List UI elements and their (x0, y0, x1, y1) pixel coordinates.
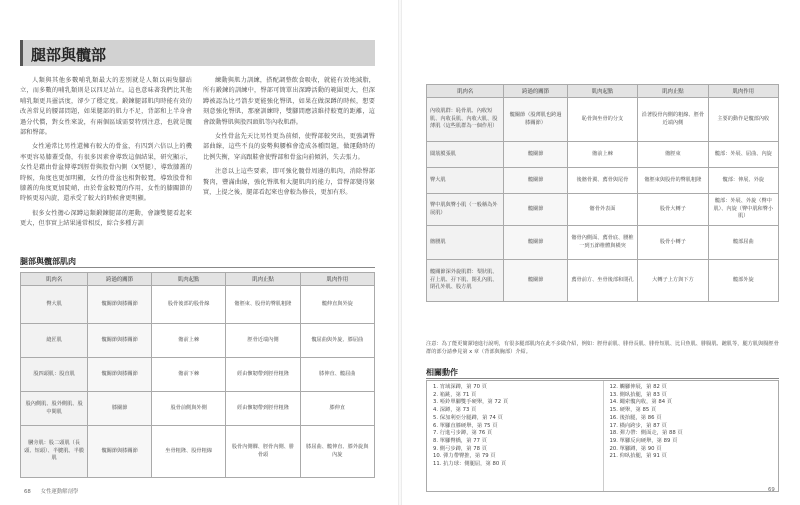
note-text: 注意：為了能更簡潔地進行說明，有很多腿部肌肉在此不多做介紹，例如：脛骨前肌、腓骨長肌、腓骨短肌、比目魚肌、腓腸肌、蹠肌等，腿方肌與腸脛骨群的部分請參見第 x 章（背部與胸部）介紹。 (426, 341, 779, 355)
table-cell: 經由髕韌帶到脛骨粗隆 (226, 392, 300, 426)
table-cell: 臀中肌與臀小肌（一般稱為外展肌） (427, 194, 504, 226)
table-header-row (21, 273, 375, 286)
table-cell: 內收肌群：恥骨肌、內收短肌、內收長肌、內收大肌、股薄肌（這些肌群為一個作用） (427, 98, 504, 142)
table-header-row (427, 85, 779, 98)
table-cell: 髖部：伸展、外旋 (708, 168, 778, 194)
table-cell: 髖關節 (504, 168, 567, 194)
table-cell: 膝屈曲、髖伸直、膝外旋與內旋 (300, 426, 374, 478)
related-item: 9. 側弓步蹲，第 78 頁 (433, 445, 487, 452)
related-item: 1. 宵域深蹲，第 70 頁 (433, 384, 487, 390)
related-item: 8. 單腳臀橋，第 77 頁 (433, 437, 487, 444)
related-item: 4. 深蹲，第 73 頁 (433, 407, 477, 414)
muscle-table-continued (426, 84, 779, 302)
related-item: 15. 硬舉，第 85 頁 (609, 407, 657, 414)
divider (20, 267, 375, 268)
table-header: 肌肉作用 (708, 85, 778, 98)
body-column-2 (203, 76, 375, 202)
related-item: 18. 彈力帶：側面走，第 88 頁 (609, 430, 683, 437)
table-cell: 臀大肌 (21, 286, 88, 324)
table-cell: 薦骨前方、坐骨後部和閉孔 (567, 260, 637, 302)
table-cell: 股骨前側與外側 (151, 392, 225, 426)
table-header: 跨過的關節 (88, 273, 152, 286)
table-header: 肌肉作用 (300, 273, 374, 286)
table-cell: 後髂骨翼、薦骨與尾骨 (567, 168, 637, 194)
table-cell: 髂前下棘 (151, 358, 225, 392)
table-cell: 髖伸直與外旋 (300, 286, 374, 324)
table-cell: 髖關節 (504, 194, 567, 226)
table-cell: 主要的動作是髖部內收 (708, 98, 778, 142)
related-item: 12. 觸腳伸展，第 82 頁 (609, 384, 667, 390)
related-item: 2. 箱跳，第 71 頁 (433, 391, 477, 398)
table-cell: 臀大肌 (427, 168, 504, 194)
muscle-table (20, 272, 375, 478)
divider (426, 378, 779, 379)
table-row (21, 286, 375, 324)
related-item: 10. 彈力帶臀推，第 79 頁 (433, 453, 496, 460)
table-row (21, 426, 375, 478)
table-cell: 經由髕韌帶到脛骨粗隆 (226, 358, 300, 392)
related-item: 5. 保加利亞分腿蹲，第 74 頁 (433, 414, 503, 421)
table-cell: 髖關節與膝關節 (88, 358, 152, 392)
table-header: 肌肉止點 (638, 85, 708, 98)
table-row (427, 226, 779, 260)
related-item: 7. 行進弓步蹲，第 76 頁 (433, 430, 493, 437)
related-column-left (427, 381, 603, 491)
table-cell: 坐骨粗隆、股骨粗線 (151, 426, 225, 478)
chapter-title-box (20, 40, 375, 66)
table-cell: 膕旁肌：股二頭肌（長頭、短頭）、半腱肌、半膜肌 (21, 426, 88, 478)
table-cell: 髂骨內側面、薦骨底、腰椎一到五節椎體與橫突 (567, 226, 637, 260)
table-cell: 髖關節深外旋肌群：梨狀肌、孖上肌、孖下肌、閉孔內肌、閉孔外肌、股方肌 (427, 260, 504, 302)
table-row (427, 142, 779, 168)
table-cell: 髂前上棘 (151, 324, 225, 358)
related-item: 3. 啞鈴單腳雙手硬舉，第 72 頁 (433, 399, 509, 406)
table-row (427, 260, 779, 302)
table-cell: 縫匠肌 (21, 324, 88, 358)
page-number: 68 (24, 489, 31, 495)
table-row (427, 98, 779, 142)
table-cell: 髂前上棘 (567, 142, 637, 168)
related-item: 11. 抗力球：側腿屈，第 80 頁 (433, 461, 507, 468)
table-cell: 大轉子上方與下方 (638, 260, 708, 302)
footer (24, 487, 78, 495)
body-column-1 (20, 76, 192, 234)
table-cell: 恥骨與坐骨的分支 (567, 98, 637, 142)
related-item: 19. 單腳反向硬舉，第 89 頁 (609, 437, 678, 444)
table-row (21, 324, 375, 358)
related-item: 17. 橫向跨步，第 87 頁 (609, 422, 667, 429)
table-cell: 髂脛束、股骨的臀肌粗隆 (226, 286, 300, 324)
table-header: 肌肉止點 (226, 273, 300, 286)
table-header: 肌肉名 (21, 273, 88, 286)
related-title: 相關動作 (426, 368, 458, 377)
table-cell: 髖屈曲與外旋、膝屈曲 (300, 324, 374, 358)
table-header: 肌肉起點 (151, 273, 225, 286)
table-cell: 髂腰肌 (427, 226, 504, 260)
table-cell: 髖關節 (504, 260, 567, 302)
table-cell: 股四頭肌：股直肌 (21, 358, 88, 392)
table-row (427, 168, 779, 194)
section-title: 腿部與髖部肌肉 (20, 257, 76, 266)
related-item: 16. 後抬腿，第 86 頁 (609, 414, 662, 421)
table-cell: 沿著股骨內側的粗線、脛骨近端內側 (638, 98, 708, 142)
paragraph: 練動與肌力訓練，搭配調整飲食吸收，就能有效地減脂，所有鍛鍊的訓練中，臀部可簡單出深蹲活動的範圍更大，但深蹲被認為比弓箭步更能強化臀肌，如果在做深蹲的時候，想要刻意強化臀肌，那麼訓練時，雙腳間應該維持較寬的距離，這會啟動臀肌與股四頭肌等內收肌群。 (203, 77, 375, 126)
table-cell: 髖關節（股薄肌也跨過膝關節） (504, 98, 567, 142)
chapter-title: 腿部與髖部 (31, 46, 107, 64)
table-row (427, 194, 779, 226)
table-cell: 脛骨近端內側 (226, 324, 300, 358)
table-cell: 髖部：外展、外旋（臀中肌）、內旋（臀中肌和臀小肌） (708, 194, 778, 226)
paragraph: 很多女性擔心深蹲這類鍛鍊腿部的運動，會讓雙腿看起來更大，但事實上結果通常相反，綜合多種方訓 (20, 209, 192, 228)
table-cell: 髖部：外展、屈曲、內旋 (708, 142, 778, 168)
related-item: 21. 仰臥抬腿，第 91 頁 (609, 453, 667, 460)
related-column-right (603, 381, 779, 491)
table-cell: 髖關節 (504, 226, 567, 260)
paragraph: 女性骨盆先天比男性更為前傾，使臀部較突出，更強調臀部曲線，這些不良的姿勢與腰椎會造成各種問題，做運動時的比例失衡，穿高跟鞋會使臀部和骨盆向前傾斜，失去張力。 (203, 133, 375, 161)
table-cell: 髂骨外表面 (567, 194, 637, 226)
table-cell: 股骨後部的股骨線 (151, 286, 225, 324)
table-cell: 髖關節與膝關節 (88, 324, 152, 358)
table-cell: 髖部外旋 (708, 260, 778, 302)
table-cell: 膝伸直 (300, 392, 374, 426)
related-item: 20. 單腳蹲，第 90 頁 (609, 445, 662, 452)
table-cell: 股骨內側髁、脛骨內側、腓骨頭 (226, 426, 300, 478)
table-cell: 股骨小轉子 (638, 226, 708, 260)
related-item: 13. 側臥抬腿，第 83 頁 (609, 391, 667, 398)
table-cell: 膝伸直、髖屈曲 (300, 358, 374, 392)
table-header: 肌肉起點 (567, 85, 637, 98)
table-cell: 髖關節與膝關節 (88, 286, 152, 324)
paragraph: 人類與其他多數哺乳類最大的差別就是人類以兩隻腳站立，而多數的哺乳類則是以四足站立。這也意味著我們比其他哺乳類更具靈活度，卻少了穩定度。鍛鍊腿部肌肉時能有效的改善常見的腰部問題，如果腿部的肌力不足，背部和上半身會過分代償，對女性來說，有兩個區域需要特別注意，也就是髖部和臀部。 (20, 77, 192, 137)
paragraph: 注意以上這些要素，即可強化髖骨周邊的肌肉，消除臀部贅肉，豐滿曲線，強化臀肌和大腿肌肉的能力，當臀部變得緊實，上提之後，腿部看起來也會較為修長，更加有形。 (203, 168, 375, 197)
table-cell: 股骨大轉子 (638, 194, 708, 226)
table-header: 肌肉名 (427, 85, 504, 98)
table-cell: 股內側肌、股外側肌、股中間肌 (21, 392, 88, 426)
related-item: 6. 單腳直膝硬舉，第 75 頁 (433, 422, 498, 429)
page-number: 69 (768, 487, 775, 493)
table-cell: 髂脛束與股骨的臀肌粗隆 (638, 168, 708, 194)
book-title: 女性運動解剖學 (40, 489, 79, 495)
table-row (21, 358, 375, 392)
paragraph: 女性通常比男性還擁有較大的骨盆，有四到六倍以上的機率更容易膝蓋受傷，有很多因素會導致這個結果，研究顯示，女性是藉由骨盆傳導到脛骨與股骨內側（X型腿），導致膝蓋的時候，角度也更加明顯，女性的骨盆也相對較寬，導致股骨和膝蓋的角度更加陡峭，由於骨盆較寬的作用，女性的膝關節的時候更易內旋，還承受了較大的時候會更明顯。 (20, 143, 192, 203)
table-cell: 髖關節與膝關節 (88, 426, 152, 478)
table-cell: 膝關節 (88, 392, 152, 426)
table-row (21, 392, 375, 426)
table-cell: 髖關節 (504, 142, 567, 168)
table-header: 跨過的關節 (504, 85, 567, 98)
table-cell: 闊筋膜張肌 (427, 142, 504, 168)
table-cell: 髂脛束 (638, 142, 708, 168)
left-page (0, 0, 398, 505)
related-item: 14. 繩索髖內收，第 84 頁 (609, 399, 673, 406)
related-exercises-box (426, 380, 779, 492)
table-cell: 髖部屈曲 (708, 226, 778, 260)
